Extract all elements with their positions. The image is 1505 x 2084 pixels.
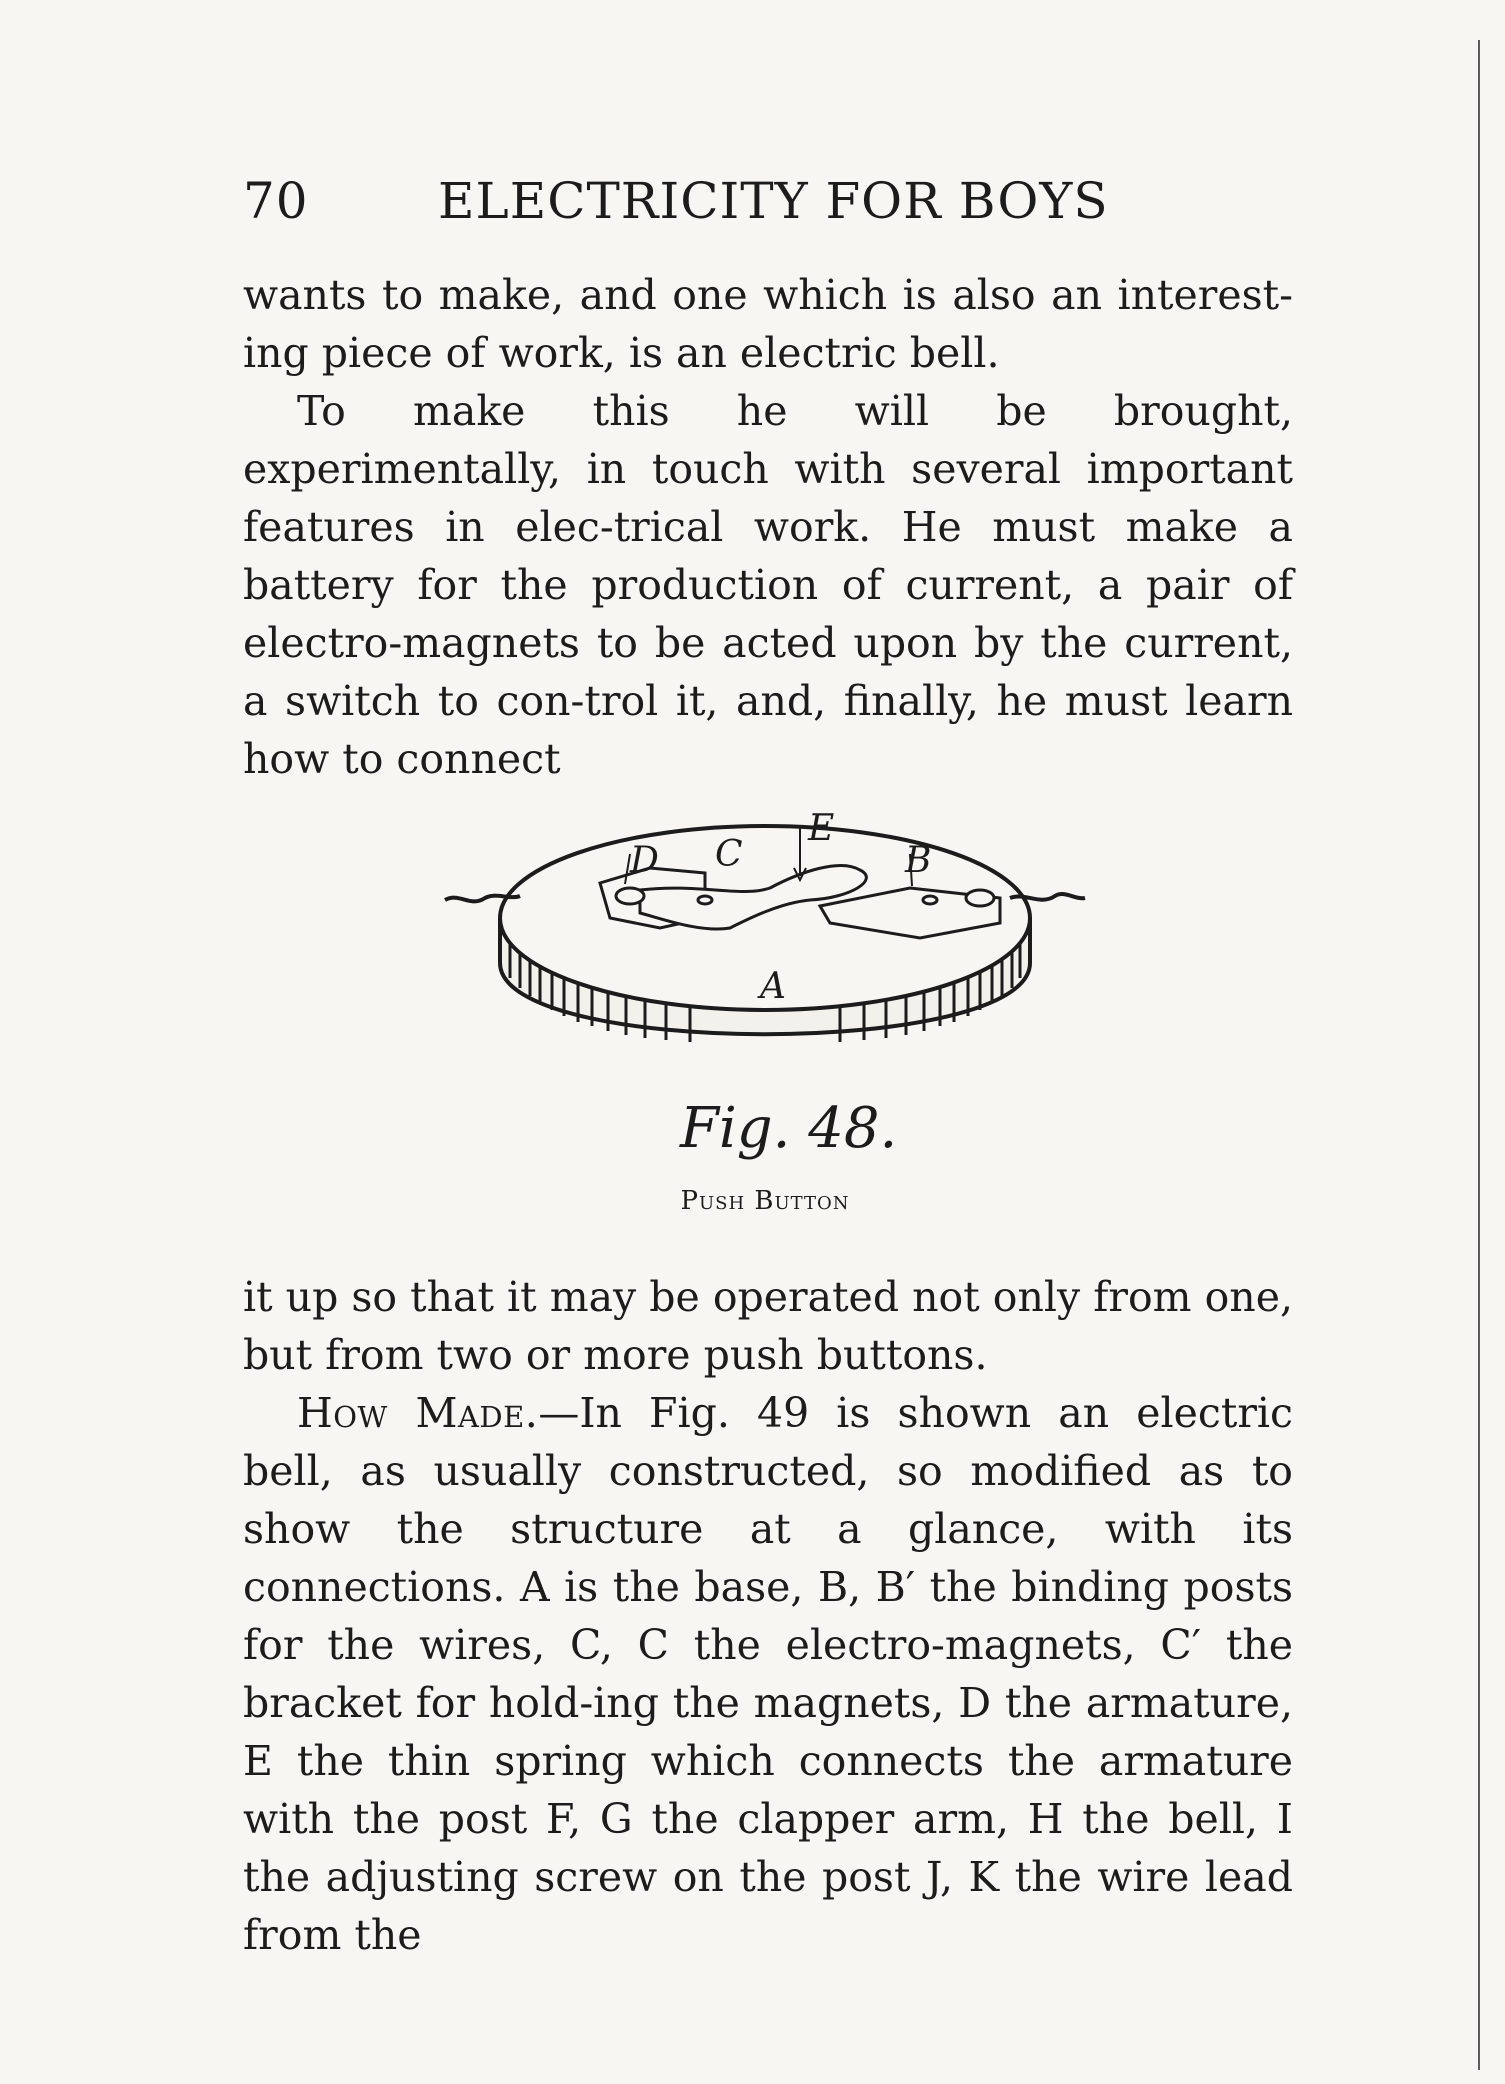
figure-label-d: D — [630, 840, 659, 881]
figure-push-button — [440, 788, 1090, 1248]
paragraph-body: —In Fig. 49 is shown an electric bell, as usually constructed, so modified as to show the structure at a glance, with its connections. A is the base, B, B′ the binding posts for the wires, C, C the electro-magnets, C′ the bracket for hold-ing the magnets, D the armature, E the thin spring which connects the armature with the post F, G the clapper arm, H the bell, I the adjusting screw on the post J, K the wire lead from the — [243, 1389, 1293, 1959]
figure-label-b: B — [905, 840, 932, 881]
paragraph: it up so that it may be operated not only from one, but from two or more push buttons. — [243, 1273, 1293, 1379]
page-header — [243, 172, 1293, 232]
body-text-top — [243, 266, 1293, 788]
body-text-bottom — [243, 1268, 1293, 1964]
paragraph: wants to make, and one which is also an interest-ing piece of work, is an electric bell. — [243, 271, 1293, 377]
figure-label-a: A — [760, 966, 786, 1007]
figure-title: Fig. 48. — [680, 1096, 898, 1161]
figure-caption: Push Button — [680, 1186, 850, 1216]
figure-label-e: E — [808, 808, 835, 849]
page-edge-line — [1478, 40, 1480, 2070]
page-number: 70 — [243, 172, 309, 230]
paragraph-lead: How Made. — [297, 1389, 539, 1437]
running-title: ELECTRICITY FOR BOYS — [438, 172, 1109, 230]
paragraph: To make this he will be brought, experimentally, in touch with several important features in elec-trical work. He must make a battery for the production of current, a pair of electro-magnets to be acted upon by the current, a switch to con-trol it, and, finally, he must learn how to connect — [243, 387, 1293, 783]
figure-label-c: C — [715, 834, 743, 875]
push-button-illustration — [440, 788, 1090, 1098]
paragraph — [243, 1384, 1293, 1964]
